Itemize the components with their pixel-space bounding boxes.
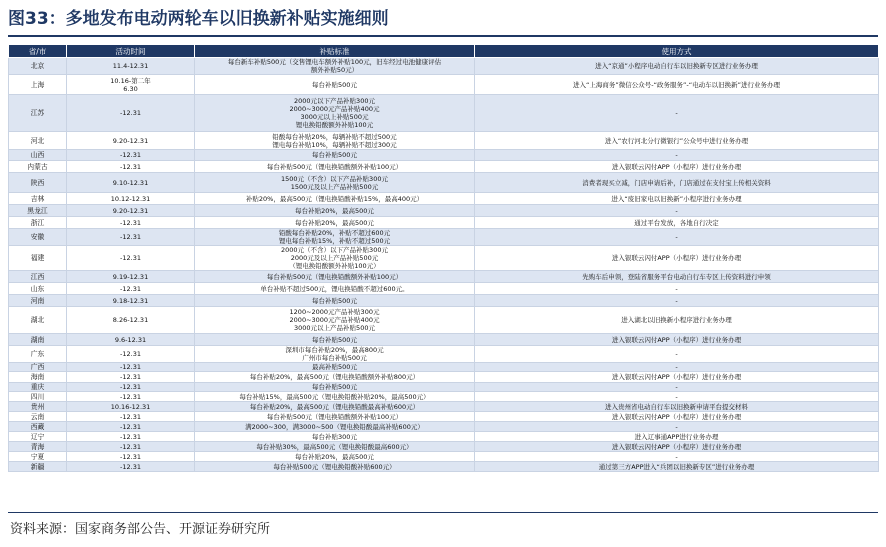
usage-line: - (675, 206, 678, 215)
usage-cell (475, 363, 879, 372)
subsidy-table (8, 44, 879, 472)
time-line: -12.31 (120, 412, 141, 421)
subsidy-line: 单台补贴不超过500元，锂电换铅酸不超过600元。 (260, 284, 409, 293)
time-line: -12.31 (120, 392, 141, 401)
subsidy-line: 每台补贴15%，最高500元（锂电换铅酸补贴20%，最高500元） (239, 392, 430, 401)
subsidy-cell (195, 432, 475, 442)
subsidy-line: 每台补贴300元 (312, 432, 357, 441)
subsidy-line: 每台补贴500元 (312, 383, 357, 391)
subsidy-cell (195, 412, 475, 422)
usage-line: 进入银联云闪付APP（小程序）进行业务办理 (611, 254, 742, 262)
usage-cell (475, 95, 879, 132)
usage-line: 进入“上海商务”微信公众号-“政务服务”-“电动车以旧换新”进行业务办理 (573, 80, 780, 89)
time-line: 11.4-12.31 (112, 62, 149, 70)
usage-cell (475, 412, 879, 422)
time-line: -12.31 (120, 452, 141, 461)
time-cell (67, 283, 195, 295)
table-row (9, 58, 879, 75)
table-row (9, 205, 879, 217)
time-line: -12.31 (120, 109, 141, 117)
subsidy-cell (195, 372, 475, 383)
subsidy-cell (195, 58, 475, 75)
bottom-rule (8, 512, 878, 513)
usage-line: 通过第三方APP进入“兵团以旧换新专区”进行业务办理 (598, 462, 755, 471)
time-line: -12.31 (120, 422, 141, 431)
province-cell: 贵州 (9, 402, 67, 412)
subsidy-cell (195, 150, 475, 161)
usage-cell (475, 383, 879, 392)
subsidy-cell (195, 271, 475, 283)
subsidy-line: 每台补贴500元（锂电换铅酸额外补贴100元） (266, 272, 403, 281)
time-line: -12.31 (120, 432, 141, 441)
usage-line: 进入辽事通APP进行业务办理 (634, 432, 719, 441)
usage-line: 进入银联云闪付APP（小程序）进行业务办理 (611, 335, 742, 344)
subsidy-line: 1500元及以上产品补贴500元 (290, 182, 379, 191)
table-row (9, 193, 879, 205)
subsidy-line: 2000元（不含）以下产品补贴300元 (281, 246, 388, 254)
time-cell (67, 193, 195, 205)
usage-cell (475, 193, 879, 205)
subsidy-line: 深圳市每台补贴20%，最高800元 (285, 346, 384, 354)
subsidy-cell (195, 132, 475, 150)
subsidy-line: 补贴20%，最高500元（锂电换铅酸补贴15%，最高400元） (245, 194, 424, 203)
province-cell: 广西 (9, 363, 67, 372)
province-cell: 海南 (9, 372, 67, 383)
subsidy-line: 最高补贴500元 (312, 363, 357, 371)
time-cell (67, 246, 195, 271)
subsidy-line: 锂电每台补贴15%，补贴不超过500元 (278, 237, 391, 245)
table-row (9, 432, 879, 442)
province-cell: 黑龙江 (9, 205, 67, 217)
time-line: 9.6-12.31 (114, 335, 147, 344)
usage-cell (475, 372, 879, 383)
subsidy-line: 每台补贴500元 (312, 80, 357, 89)
time-line: -12.31 (120, 363, 141, 371)
province-cell: 上海 (9, 75, 67, 95)
time-line: 8.26-12.31 (112, 316, 149, 324)
province-cell: 辽宁 (9, 432, 67, 442)
time-cell (67, 363, 195, 372)
usage-cell (475, 229, 879, 246)
header-province: 省/市 (9, 45, 67, 58)
province-cell: 西藏 (9, 422, 67, 432)
province-cell: 青海 (9, 442, 67, 452)
usage-line: 先购车后申领，登陆省服务平台电动自行车专区上传资料进行申领 (582, 272, 771, 281)
time-line: -12.31 (120, 254, 141, 262)
province-cell: 吉林 (9, 193, 67, 205)
table-row (9, 402, 879, 412)
subsidy-line: 锂电换铅酸额外补贴100元 (295, 121, 374, 129)
table-row (9, 452, 879, 462)
usage-cell (475, 217, 879, 229)
header-usage: 使用方式 (475, 45, 879, 58)
subsidy-line: 每台补贴20%，最高500元（锂电换铅酸最高补贴600元） (249, 402, 420, 411)
time-cell (67, 442, 195, 452)
subsidy-line: 2000~3000元产品补贴400元 (289, 105, 380, 113)
time-line: 9.19-12.31 (112, 272, 149, 281)
usage-line: - (675, 109, 678, 117)
time-line: -12.31 (120, 442, 141, 451)
subsidy-line: 2000元以下产品补贴300元 (294, 97, 375, 105)
usage-line: - (675, 296, 678, 305)
usage-line: 进入湖北以旧换新小程序进行业务办理 (621, 316, 732, 324)
province-cell: 安徽 (9, 229, 67, 246)
subsidy-line: 1500元（不含）以下产品补贴300元 (281, 174, 388, 183)
subsidy-line: 1200~2000元产品补贴300元 (289, 308, 380, 316)
usage-cell (475, 205, 879, 217)
usage-cell (475, 173, 879, 193)
usage-line: 消费者现买立减，门店申请后补，门店通过在支付宝上传相关资料 (582, 178, 771, 187)
time-cell (67, 150, 195, 161)
time-cell (67, 422, 195, 432)
subsidy-line: 3000元以上补贴500元 (300, 113, 369, 121)
subsidy-cell (195, 383, 475, 392)
subsidy-line: 广州市每台补贴500元 (302, 354, 367, 362)
subsidy-cell (195, 75, 475, 95)
time-line: 10.12-12.31 (110, 194, 151, 203)
table-row (9, 283, 879, 295)
time-line: -12.31 (120, 218, 141, 227)
table-body (9, 58, 879, 472)
time-cell (67, 462, 195, 472)
time-cell (67, 402, 195, 412)
subsidy-line: 满2000~300，满3000~500（锂电换铅酸最高补贴600元） (245, 422, 424, 431)
time-line: -12.31 (120, 233, 141, 241)
subsidy-cell (195, 193, 475, 205)
usage-cell (475, 452, 879, 462)
table-row (9, 383, 879, 392)
time-cell (67, 75, 195, 95)
table-row (9, 173, 879, 193)
province-cell: 陕西 (9, 173, 67, 193)
time-cell (67, 307, 195, 334)
usage-line: 通过平台发放，各地自行决定 (634, 218, 719, 227)
usage-cell (475, 392, 879, 402)
table-row (9, 442, 879, 452)
time-cell (67, 346, 195, 363)
table-row (9, 271, 879, 283)
time-cell (67, 452, 195, 462)
subsidy-cell (195, 205, 475, 217)
subsidy-line: 每台新车补贴500元（交售锂电车额外补贴100元，旧车经过电池健康评估 (227, 58, 442, 66)
time-cell (67, 132, 195, 150)
time-cell (67, 271, 195, 283)
table-row (9, 462, 879, 472)
time-line: -12.31 (120, 162, 141, 171)
subsidy-cell (195, 173, 475, 193)
subsidy-line: 铅酸每台补贴20%，每辆补贴不超过500元 (272, 132, 397, 141)
subsidy-cell (195, 462, 475, 472)
province-cell: 湖南 (9, 334, 67, 346)
usage-line: 进入“京通”小程序电动自行车以旧换新专区进行业务办理 (595, 62, 758, 70)
table-row (9, 334, 879, 346)
subsidy-line: 每台补贴500元 (312, 151, 357, 159)
subsidy-cell (195, 363, 475, 372)
usage-line: - (675, 452, 678, 461)
usage-cell (475, 58, 879, 75)
usage-cell (475, 442, 879, 452)
subsidy-line: 每台补贴500元（锂电换铅酸额外补贴100元） (266, 162, 403, 171)
province-cell: 湖北 (9, 307, 67, 334)
subsidy-cell (195, 295, 475, 307)
usage-cell (475, 150, 879, 161)
province-cell: 山东 (9, 283, 67, 295)
province-cell: 广东 (9, 346, 67, 363)
figure-title: 图33：多地发布电动两轮车以旧换新补贴实施细则 (8, 9, 389, 29)
subsidy-line: 每台补贴500元 (312, 296, 357, 305)
province-cell: 重庆 (9, 383, 67, 392)
province-cell: 新疆 (9, 462, 67, 472)
usage-line: - (675, 422, 678, 431)
subsidy-cell (195, 161, 475, 173)
time-line: -12.31 (120, 350, 141, 358)
subsidy-cell (195, 229, 475, 246)
time-cell (67, 295, 195, 307)
time-cell (67, 383, 195, 392)
province-cell: 山西 (9, 150, 67, 161)
table-row (9, 161, 879, 173)
usage-cell (475, 402, 879, 412)
table-row (9, 363, 879, 372)
subsidy-line: 2000元及以上产品补贴500元 (290, 254, 379, 262)
province-cell: 江西 (9, 271, 67, 283)
subsidy-line: 3000元以上产品补贴500元 (294, 324, 375, 332)
table-row (9, 422, 879, 432)
usage-cell (475, 295, 879, 307)
subsidy-line: 每台补贴20%，最高500元（锂电换铅酸额外补贴800元） (249, 373, 420, 381)
time-line: 6.30 (123, 84, 138, 93)
time-line: 10.16-第二年 (110, 76, 151, 85)
usage-line: 进入贵州省电动自行车以旧换新申请平台提交材料 (605, 402, 748, 411)
time-cell (67, 161, 195, 173)
province-cell: 江苏 (9, 95, 67, 132)
table-row (9, 246, 879, 271)
subsidy-cell (195, 283, 475, 295)
time-line: 9.10-12.31 (112, 178, 149, 187)
subsidy-cell (195, 402, 475, 412)
subsidy-cell (195, 452, 475, 462)
usage-cell (475, 132, 879, 150)
time-cell (67, 95, 195, 132)
table-row (9, 307, 879, 334)
usage-cell (475, 307, 879, 334)
subsidy-line: 2000~3000元产品补贴400元 (289, 316, 380, 324)
time-cell (67, 392, 195, 402)
table-row (9, 229, 879, 246)
table-row (9, 95, 879, 132)
time-cell (67, 58, 195, 75)
time-cell (67, 217, 195, 229)
usage-cell (475, 283, 879, 295)
time-line: -12.31 (120, 151, 141, 159)
table-row (9, 372, 879, 383)
province-cell: 河北 (9, 132, 67, 150)
subsidy-line: 每台补贴500元 (312, 335, 357, 344)
subsidy-line: 每台补贴20%，最高500元 (295, 206, 374, 215)
header-subsidy: 补贴标准 (195, 45, 475, 58)
time-cell (67, 432, 195, 442)
usage-cell (475, 161, 879, 173)
time-line: -12.31 (120, 383, 141, 391)
province-cell: 北京 (9, 58, 67, 75)
subsidy-line: 每台补贴30%，最高500元（锂电换铅酸最高600元） (256, 442, 413, 451)
subsidy-cell (195, 346, 475, 363)
subsidy-cell (195, 217, 475, 229)
usage-cell (475, 334, 879, 346)
province-cell: 内蒙古 (9, 161, 67, 173)
subsidy-cell (195, 334, 475, 346)
table-row (9, 346, 879, 363)
usage-cell (475, 246, 879, 271)
usage-line: 进入银联云闪付APP（小程序）进行业务办理 (611, 442, 742, 451)
usage-line: 进入“废旧家电以旧换新”小程序进行业务办理 (611, 194, 742, 203)
usage-line: - (675, 392, 678, 401)
province-cell: 浙江 (9, 217, 67, 229)
subsidy-cell (195, 307, 475, 334)
usage-cell (475, 462, 879, 472)
usage-line: 进入银联云闪付APP（小程序）进行业务办理 (611, 412, 742, 421)
time-cell (67, 229, 195, 246)
subsidy-cell (195, 392, 475, 402)
subsidy-line: 每台补贴20%，最高500元 (295, 218, 374, 227)
time-line: 9.20-12.31 (112, 136, 149, 145)
subsidy-line: 额外补贴50元） (310, 66, 359, 74)
table-row (9, 75, 879, 95)
usage-cell (475, 75, 879, 95)
usage-line: - (675, 363, 678, 371)
usage-line: - (675, 151, 678, 159)
time-cell (67, 412, 195, 422)
time-line: -12.31 (120, 373, 141, 381)
usage-line: - (675, 383, 678, 391)
time-cell (67, 372, 195, 383)
subsidy-cell (195, 246, 475, 271)
time-line: 9.18-12.31 (112, 296, 149, 305)
subsidy-cell (195, 422, 475, 432)
time-line: -12.31 (120, 284, 141, 293)
time-line: 9.20-12.31 (112, 206, 149, 215)
province-cell: 宁夏 (9, 452, 67, 462)
usage-line: 进入银联云闪付APP（小程序）进行业务办理 (611, 162, 742, 171)
province-cell: 福建 (9, 246, 67, 271)
table-row (9, 150, 879, 161)
subsidy-cell (195, 95, 475, 132)
province-cell: 四川 (9, 392, 67, 402)
province-cell: 云南 (9, 412, 67, 422)
time-cell (67, 334, 195, 346)
subsidy-line: 每台补贴20%，最高500元 (295, 452, 374, 461)
title-rule (8, 35, 878, 37)
time-line: 10.16-12.31 (110, 402, 151, 411)
usage-line: 进入银联云闪付APP（小程序）进行业务办理 (611, 373, 742, 381)
usage-line: - (675, 233, 678, 241)
usage-line: - (675, 284, 678, 293)
province-cell: 河南 (9, 295, 67, 307)
subsidy-line: （锂电换铅酸额外补贴100元） (289, 262, 380, 270)
usage-line: 进入“农行河北分行微银行”公众号中进行业务办理 (604, 136, 749, 145)
table-row (9, 217, 879, 229)
subsidy-line: 铅酸每台补贴20%，补贴不超过600元 (278, 229, 391, 237)
time-line: -12.31 (120, 462, 141, 471)
time-cell (67, 173, 195, 193)
header-time: 活动时间 (67, 45, 195, 58)
usage-cell (475, 432, 879, 442)
table-row (9, 295, 879, 307)
usage-cell (475, 346, 879, 363)
subsidy-cell (195, 442, 475, 452)
subsidy-line: 锂电每台补贴10%，每辆补贴不超过300元 (272, 140, 397, 149)
subsidy-line: 每台补贴500元（锂电换铅酸额外补贴100元） (266, 412, 403, 421)
table-row (9, 412, 879, 422)
table-row (9, 392, 879, 402)
header-row (9, 45, 879, 58)
usage-cell (475, 422, 879, 432)
time-cell (67, 205, 195, 217)
usage-cell (475, 271, 879, 283)
subsidy-line: 每台补贴500元（锂电换铅酸补贴600元） (273, 462, 396, 471)
table-row (9, 132, 879, 150)
usage-line: - (675, 350, 678, 358)
source-note: 资料来源：国家商务部公告、开源证券研究所 (10, 522, 271, 537)
